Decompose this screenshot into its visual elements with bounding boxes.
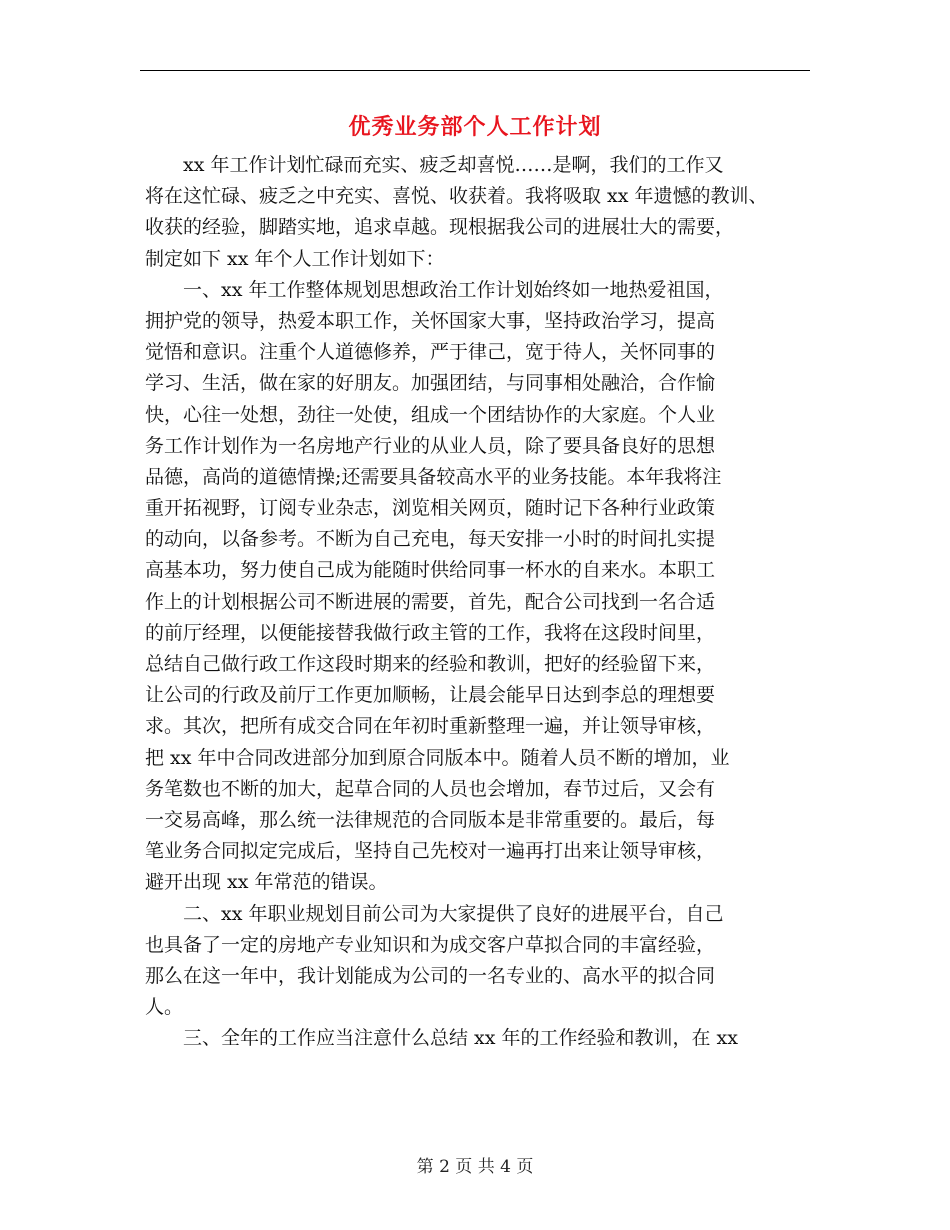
body-text-line: 务工作计划作为一名房地产行业的从业人员，除了要具备良好的思想 (145, 434, 716, 457)
body-text-line: 也具备了一定的房地产专业知识和为成交客户草拟合同的丰富经验， (145, 933, 716, 956)
body-text-line: 的前厅经理，以便能接替我做行政主管的工作，我将在这段时间里， (145, 621, 716, 644)
body-text-line: 重开拓视野，订阅专业杂志，浏览相关网页，随时记下各种行业政策 (145, 497, 716, 520)
page-number-footer: 第 2 页 共 4 页 (416, 1157, 534, 1177)
body-text-line: xx 年工作计划忙碌而充实、疲乏却喜悦……是啊，我们的工作又 (183, 154, 724, 176)
header-rule (140, 70, 810, 71)
body-text-line: 二、xx 年职业规划目前公司为大家提供了良好的进展平台，自己 (183, 902, 724, 925)
body-text-line: 学习、生活，做在家的好朋友。加强团结，与同事相处融洽，合作愉 (145, 372, 716, 395)
body-text-line: 高基本功，努力使自己成为能随时供给同事一杯水的自来水。本职工 (145, 559, 716, 582)
body-text-line: 避开出现 xx 年常范的错误。 (145, 871, 388, 894)
body-text-line: 那么在这一年中，我计划能成为公司的一名专业的、高水平的拟合同 (145, 964, 716, 987)
body-text-line: 快，心往一处想，劲往一处使，组成一个团结协作的大家庭。个人业 (145, 403, 716, 426)
body-text-line: 笔业务合同拟定完成后，坚持自己先校对一遍再打出来让领导审核， (145, 840, 716, 863)
body-text-line: 一、xx 年工作整体规划思想政治工作计划始终如一地热爱祖国， (183, 278, 724, 301)
body-text-line: 品德，高尚的道德情操;还需要具备较高水平的业务技能。本年我将注 (145, 465, 722, 488)
body-text-line: 让公司的行政及前厅工作更加顺畅，让晨会能早日达到李总的理想要 (145, 684, 716, 707)
body-text-line: 人。 (145, 996, 184, 1019)
body-text-line: 制定如下 xx 年个人工作计划如下： (145, 247, 445, 270)
body-text-line: 将在这忙碌、疲乏之中充实、喜悦、收获着。我将吸取 xx 年遗憾的教训、 (145, 185, 768, 208)
body-text-line: 三、全年的工作应当注意什么总结 xx 年的工作经验和教训，在 xx (183, 1027, 738, 1050)
body-text-line: 一交易高峰，那么统一法律规范的合同版本是非常重要的。最后，每 (145, 808, 716, 831)
document-title: 优秀业务部个人工作计划 (348, 115, 602, 140)
body-text-line: 收获的经验，脚踏实地，追求卓越。现根据我公司的进展壮大的需要， (145, 216, 735, 239)
body-text-line: 求。其次，把所有成交合同在年初时重新整理一遍，并让领导审核， (145, 715, 716, 738)
body-text-line: 作上的计划根据公司不断进展的需要，首先，配合公司找到一名合适 (145, 590, 716, 613)
body-text-line: 务笔数也不断的加大，起草合同的人员也会增加，春节过后，又会有 (145, 777, 716, 800)
body-text-line: 把 xx 年中合同改进部分加到原合同版本中。随着人员不断的增加，业 (145, 746, 730, 769)
body-text-line: 的动向，以备参考。不断为自己充电，每天安排一小时的时间扎实提 (145, 528, 716, 551)
body-text-line: 觉悟和意识。注重个人道德修养，严于律己，宽于待人，关怀同事的 (145, 341, 716, 364)
body-text-line: 总结自己做行政工作这段时期来的经验和教训，把好的经验留下来， (145, 653, 716, 675)
document-body (145, 150, 825, 1054)
body-text-line: 拥护党的领导，热爱本职工作，关怀国家大事，坚持政治学习，提高 (145, 309, 716, 332)
